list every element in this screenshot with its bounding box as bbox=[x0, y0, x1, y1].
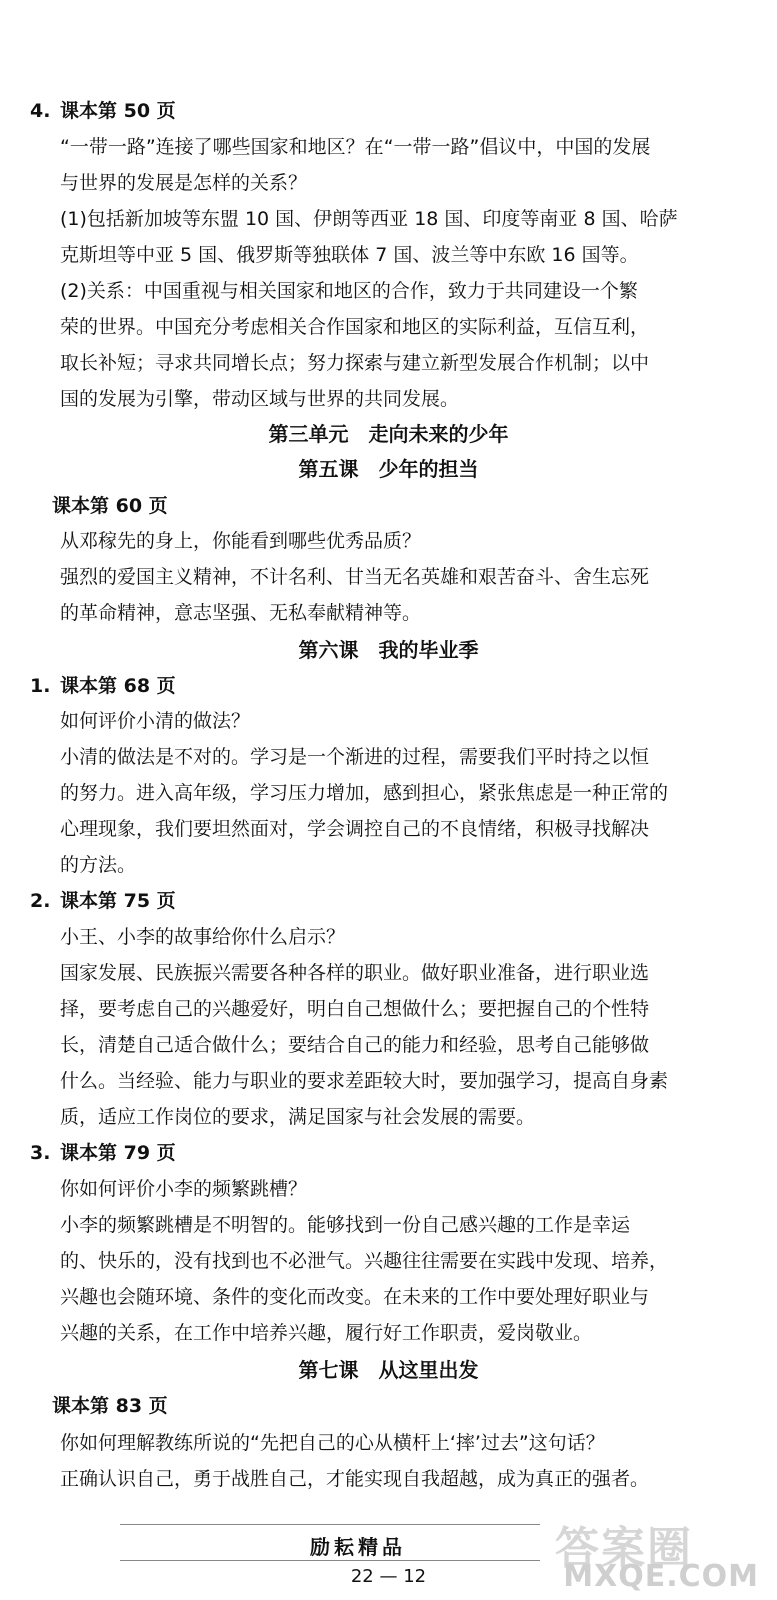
section-heading bbox=[30, 96, 176, 123]
publisher-logo bbox=[310, 1531, 406, 1560]
footer-rule bbox=[120, 1560, 540, 1561]
answer-text: (1)包括新加坡等东盟 10 国、伊朗等西亚 18 国、印度等南亚 8 国、哈萨 bbox=[60, 208, 678, 230]
section-heading: 课本第 83 页 bbox=[52, 1395, 168, 1417]
lesson-title: 第五课 少年的担当 bbox=[298, 457, 479, 481]
watermark bbox=[555, 1512, 765, 1596]
question-text: 与世界的发展是怎样的关系？ bbox=[60, 172, 308, 194]
answer-text: 国的发展为引擎，带动区域与世界的共同发展。 bbox=[60, 388, 460, 410]
answer-text: 荣的世界。中国充分考虑相关合作国家和地区的实际利益，互信互利， bbox=[60, 316, 650, 338]
section-number: 2. bbox=[30, 890, 51, 912]
footer-rule bbox=[120, 1524, 540, 1525]
answer-text: 的方法。 bbox=[60, 854, 137, 876]
watermark-logo: 答案圈 bbox=[555, 1523, 693, 1574]
watermark-url: MXQE.COM bbox=[563, 1559, 759, 1594]
section-number: 1. bbox=[30, 675, 51, 697]
lesson-title: 第六课 我的毕业季 bbox=[298, 638, 479, 662]
answer-text: 的、快乐的，没有找到也不必泄气。兴趣往往需要在实践中发现、培养， bbox=[60, 1250, 669, 1272]
section-heading bbox=[30, 886, 176, 913]
answer-text: 什么。当经验、能力与职业的要求差距较大时，要加强学习，提高自身素 bbox=[60, 1070, 669, 1092]
section-heading: 课本第 60 页 bbox=[52, 495, 168, 517]
section-heading bbox=[30, 671, 176, 698]
question-text: 从邓稼先的身上，你能看到哪些优秀品质？ bbox=[60, 530, 422, 552]
page-number: 22 — 12 bbox=[350, 1566, 427, 1587]
answer-text: 质，适应工作岗位的要求，满足国家与社会发展的需要。 bbox=[60, 1106, 536, 1128]
answer-text: 兴趣也会随环境、条件的变化而改变。在未来的工作中要处理好职业与 bbox=[60, 1286, 650, 1308]
section-number: 3. bbox=[30, 1142, 51, 1164]
lesson-title: 第七课 从这里出发 bbox=[298, 1358, 479, 1382]
answer-text: 心理现象，我们要坦然面对，学会调控自己的不良情绪，积极寻找解决 bbox=[60, 818, 650, 840]
section-heading-text: 课本第 50 页 bbox=[60, 100, 176, 122]
answer-text: 小李的频繁跳槽是不明智的。能够找到一份自己感兴趣的工作是幸运 bbox=[60, 1214, 631, 1236]
answer-text: (2)关系：中国重视与相关国家和地区的合作，致力于共同建设一个繁 bbox=[60, 280, 638, 302]
question-text: 如何评价小清的做法？ bbox=[60, 710, 251, 732]
question-text: 你如何理解教练所说的“先把自己的心从横杆上‘摔’过去”这句话？ bbox=[60, 1432, 605, 1454]
answer-text: 国家发展、民族振兴需要各种各样的职业。做好职业准备，进行职业选 bbox=[60, 962, 650, 984]
section-number: 4. bbox=[30, 100, 51, 122]
answer-text: 强烈的爱国主义精神，不计名利、甘当无名英雄和艰苦奋斗、舍生忘死 bbox=[60, 566, 650, 588]
answer-text: 克斯坦等中亚 5 国、俄罗斯等独联体 7 国、波兰等中东欧 16 国等。 bbox=[60, 244, 639, 266]
section-heading-text: 课本第 75 页 bbox=[60, 890, 176, 912]
answer-text: 的革命精神，意志坚强、无私奉献精神等。 bbox=[60, 602, 422, 624]
question-text: 你如何评价小李的频繁跳槽？ bbox=[60, 1178, 308, 1200]
section-heading bbox=[30, 1138, 176, 1165]
question-text: 小王、小李的故事给你什么启示？ bbox=[60, 926, 346, 948]
section-heading-text: 课本第 79 页 bbox=[60, 1142, 176, 1164]
unit-title: 第三单元 走向未来的少年 bbox=[268, 422, 509, 446]
answer-text: 正确认识自己，勇于战胜自己，才能实现自我超越，成为真正的强者。 bbox=[60, 1468, 650, 1490]
section-heading-text: 课本第 68 页 bbox=[60, 675, 176, 697]
answer-text: 择，要考虑自己的兴趣爱好，明白自己想做什么；要把握自己的个性特 bbox=[60, 998, 650, 1020]
logo-text: 励耘精品 bbox=[310, 1535, 406, 1559]
answer-text: 长，清楚自己适合做什么；要结合自己的能力和经验，思考自己能够做 bbox=[60, 1034, 650, 1056]
answer-text: 取长补短；寻求共同增长点；努力探索与建立新型发展合作机制；以中 bbox=[60, 352, 650, 374]
question-text: “一带一路”连接了哪些国家和地区？在“一带一路”倡议中，中国的发展 bbox=[60, 136, 651, 158]
answer-text: 小清的做法是不对的。学习是一个渐进的过程，需要我们平时持之以恒 bbox=[60, 746, 650, 768]
answer-text: 兴趣的关系，在工作中培养兴趣，履行好工作职责，爱岗敬业。 bbox=[60, 1322, 593, 1344]
answer-text: 的努力。进入高年级，学习压力增加，感到担心，紧张焦虑是一种正常的 bbox=[60, 782, 669, 804]
